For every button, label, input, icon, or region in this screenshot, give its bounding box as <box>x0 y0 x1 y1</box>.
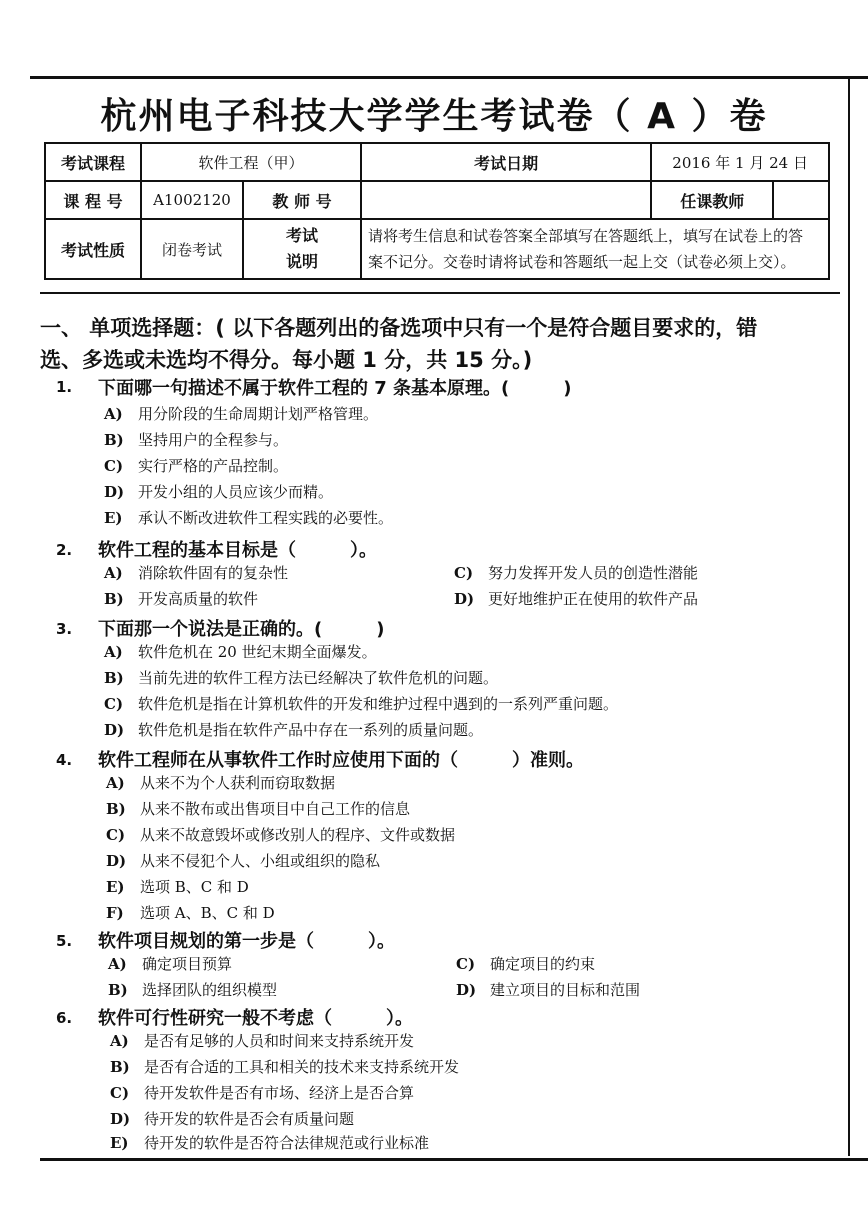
course-no-label: 课 程 号 <box>45 181 141 219</box>
option-e <box>106 876 249 897</box>
option-label: D) <box>456 981 477 999</box>
option-a <box>104 403 378 424</box>
option-text: 软件危机在 20 世纪末期全面爆发。 <box>138 643 377 661</box>
nature-value: 闭卷考试 <box>141 219 243 279</box>
exam-info-table <box>44 142 830 280</box>
option-label: E) <box>110 1134 129 1152</box>
course-no-value: A1002120 <box>141 181 243 219</box>
date-value: 2016 年 1 月 24 日 <box>651 143 829 181</box>
option-text: 从来不散布或出售项目中自己工作的信息 <box>140 800 411 818</box>
exam-title: 杭州电子科技大学学生考试卷（ A ）卷 <box>100 96 768 137</box>
option-text: 从来不故意毁坏或修改别人的程序、文件或数据 <box>140 826 456 844</box>
note-label <box>243 219 361 279</box>
option-label: A) <box>108 955 127 973</box>
option-text: 用分阶段的生命周期计划严格管理。 <box>138 405 379 423</box>
section-rule <box>40 292 840 294</box>
note-text-line2: 案不记分。交卷时请将试卷和答题纸一起上交（试卷必须上交）。 <box>368 253 796 271</box>
option-label: A) <box>110 1032 129 1050</box>
option-c <box>454 562 698 583</box>
option-label: C) <box>104 457 124 475</box>
section-heading-line1: 一、 单项选择题：( 以下各题列出的备选项中只有一个是符合题目要求的，错 <box>40 316 758 340</box>
option-label: A) <box>104 564 123 582</box>
right-border <box>848 76 850 1156</box>
teacher-value <box>773 181 829 219</box>
option-c <box>110 1082 414 1103</box>
option-text: 开发小组的人员应该少而精。 <box>138 483 334 501</box>
option-d <box>106 850 380 871</box>
option-text: 实行严格的产品控制。 <box>138 457 289 475</box>
option-label: D) <box>454 590 475 608</box>
option-c <box>104 455 288 476</box>
nature-label: 考试性质 <box>45 219 141 279</box>
option-e <box>104 507 393 528</box>
option-text: 当前先进的软件工程方法已经解决了软件危机的问题。 <box>138 669 499 687</box>
question-number: 2. <box>56 541 73 559</box>
question-text: 下面哪一句描述不属于软件工程的 7 条基本原理。( ) <box>98 378 572 399</box>
option-label: D) <box>104 721 125 739</box>
option-label: C) <box>456 955 476 973</box>
option-a <box>106 772 335 793</box>
section-heading <box>40 312 840 376</box>
option-b <box>110 1056 459 1077</box>
option-label: B) <box>108 981 128 999</box>
option-label: E) <box>104 509 123 527</box>
teacher-no-value <box>361 181 651 219</box>
option-label: B) <box>110 1058 130 1076</box>
option-b <box>104 429 288 450</box>
option-label: B) <box>104 590 124 608</box>
question-text: 下面那一个说法是正确的。( ) <box>98 619 385 640</box>
option-b <box>106 798 410 819</box>
option-d <box>456 979 640 1000</box>
option-a <box>110 1030 414 1051</box>
teacher-no-label: 教 师 号 <box>243 181 361 219</box>
option-text: 坚持用户的全程参与。 <box>138 431 289 449</box>
option-d <box>454 588 698 609</box>
option-text: 确定项目预算 <box>142 955 233 973</box>
option-a <box>108 953 232 974</box>
question-text: 软件可行性研究一般不考虑（ ）。 <box>98 1008 413 1029</box>
question-text: 软件项目规划的第一步是（ ）。 <box>98 931 395 952</box>
option-label: C) <box>454 564 474 582</box>
option-label: C) <box>104 695 124 713</box>
option-c <box>456 953 595 974</box>
option-label: B) <box>104 669 124 687</box>
option-label: D) <box>106 852 127 870</box>
option-text: 确定项目的约束 <box>490 955 596 973</box>
option-label: D) <box>104 483 125 501</box>
option-b <box>104 588 258 609</box>
option-text: 建立项目的目标和范围 <box>490 981 641 999</box>
option-text: 选项 B、C 和 D <box>140 878 249 896</box>
bottom-rule <box>40 1158 868 1161</box>
option-f <box>106 902 275 923</box>
option-label: A) <box>104 643 123 661</box>
option-text: 更好地维护正在使用的软件产品 <box>488 590 699 608</box>
option-e <box>110 1132 429 1153</box>
note-label-line2: 说明 <box>285 252 318 271</box>
note-label-line1: 考试 <box>285 226 318 245</box>
question-number: 5. <box>56 932 73 950</box>
option-text: 选择团队的组织模型 <box>142 981 278 999</box>
option-text: 承认不断改进软件工程实践的必要性。 <box>138 509 394 527</box>
option-text: 软件危机是指在软件产品中存在一系列的质量问题。 <box>138 721 484 739</box>
option-text: 待开发的软件是否会有质量问题 <box>144 1110 355 1128</box>
option-text: 是否有足够的人员和时间来支持系统开发 <box>144 1032 415 1050</box>
option-text: 选项 A、B、C 和 D <box>140 904 275 922</box>
option-label: C) <box>110 1084 130 1102</box>
option-a <box>104 641 377 662</box>
note-text-line1: 请将考生信息和试卷答案全部填写在答题纸上，填写在试卷上的答 <box>368 227 804 245</box>
option-label: B) <box>106 800 126 818</box>
option-c <box>106 824 455 845</box>
option-text: 努力发挥开发人员的创造性潜能 <box>488 564 699 582</box>
section-heading-line2: 选、多选或未选均不得分。每小题 1 分，共 15 分。) <box>40 348 533 372</box>
question-number: 3. <box>56 620 73 638</box>
course-label: 考试课程 <box>45 143 141 181</box>
option-text: 从来不侵犯个人、小组或组织的隐私 <box>140 852 381 870</box>
option-text: 软件危机是指在计算机软件的开发和维护过程中遇到的一系列严重问题。 <box>138 695 619 713</box>
date-label: 考试日期 <box>361 143 651 181</box>
option-text: 开发高质量的软件 <box>138 590 259 608</box>
question-number: 1. <box>56 378 73 396</box>
option-label: C) <box>106 826 126 844</box>
option-d <box>110 1108 354 1129</box>
top-rule <box>30 76 868 79</box>
teacher-label: 任课教师 <box>651 181 773 219</box>
option-text: 消除软件固有的复杂性 <box>138 564 289 582</box>
option-text: 待开发软件是否有市场、经济上是否合算 <box>144 1084 415 1102</box>
question-text: 软件工程师在从事软件工作时应使用下面的（ ）准则。 <box>98 750 584 771</box>
question-number: 6. <box>56 1009 73 1027</box>
option-a <box>104 562 288 583</box>
option-label: A) <box>106 774 125 792</box>
option-text: 是否有合适的工具和相关的技术来支持系统开发 <box>144 1058 460 1076</box>
option-c <box>104 693 618 714</box>
option-b <box>104 667 498 688</box>
option-text: 待开发的软件是否符合法律规范或行业标准 <box>144 1134 430 1152</box>
option-d <box>104 481 333 502</box>
option-d <box>104 719 483 740</box>
option-label: E) <box>106 878 125 896</box>
option-text: 从来不为个人获利而窃取数据 <box>140 774 336 792</box>
option-label: B) <box>104 431 124 449</box>
note-text <box>361 219 829 279</box>
option-label: A) <box>104 405 123 423</box>
question-text: 软件工程的基本目标是（ ）。 <box>98 540 377 561</box>
question-number: 4. <box>56 751 73 769</box>
option-b <box>108 979 277 1000</box>
option-label: D) <box>110 1110 131 1128</box>
option-label: F) <box>106 904 124 922</box>
course-value: 软件工程（甲） <box>141 143 361 181</box>
